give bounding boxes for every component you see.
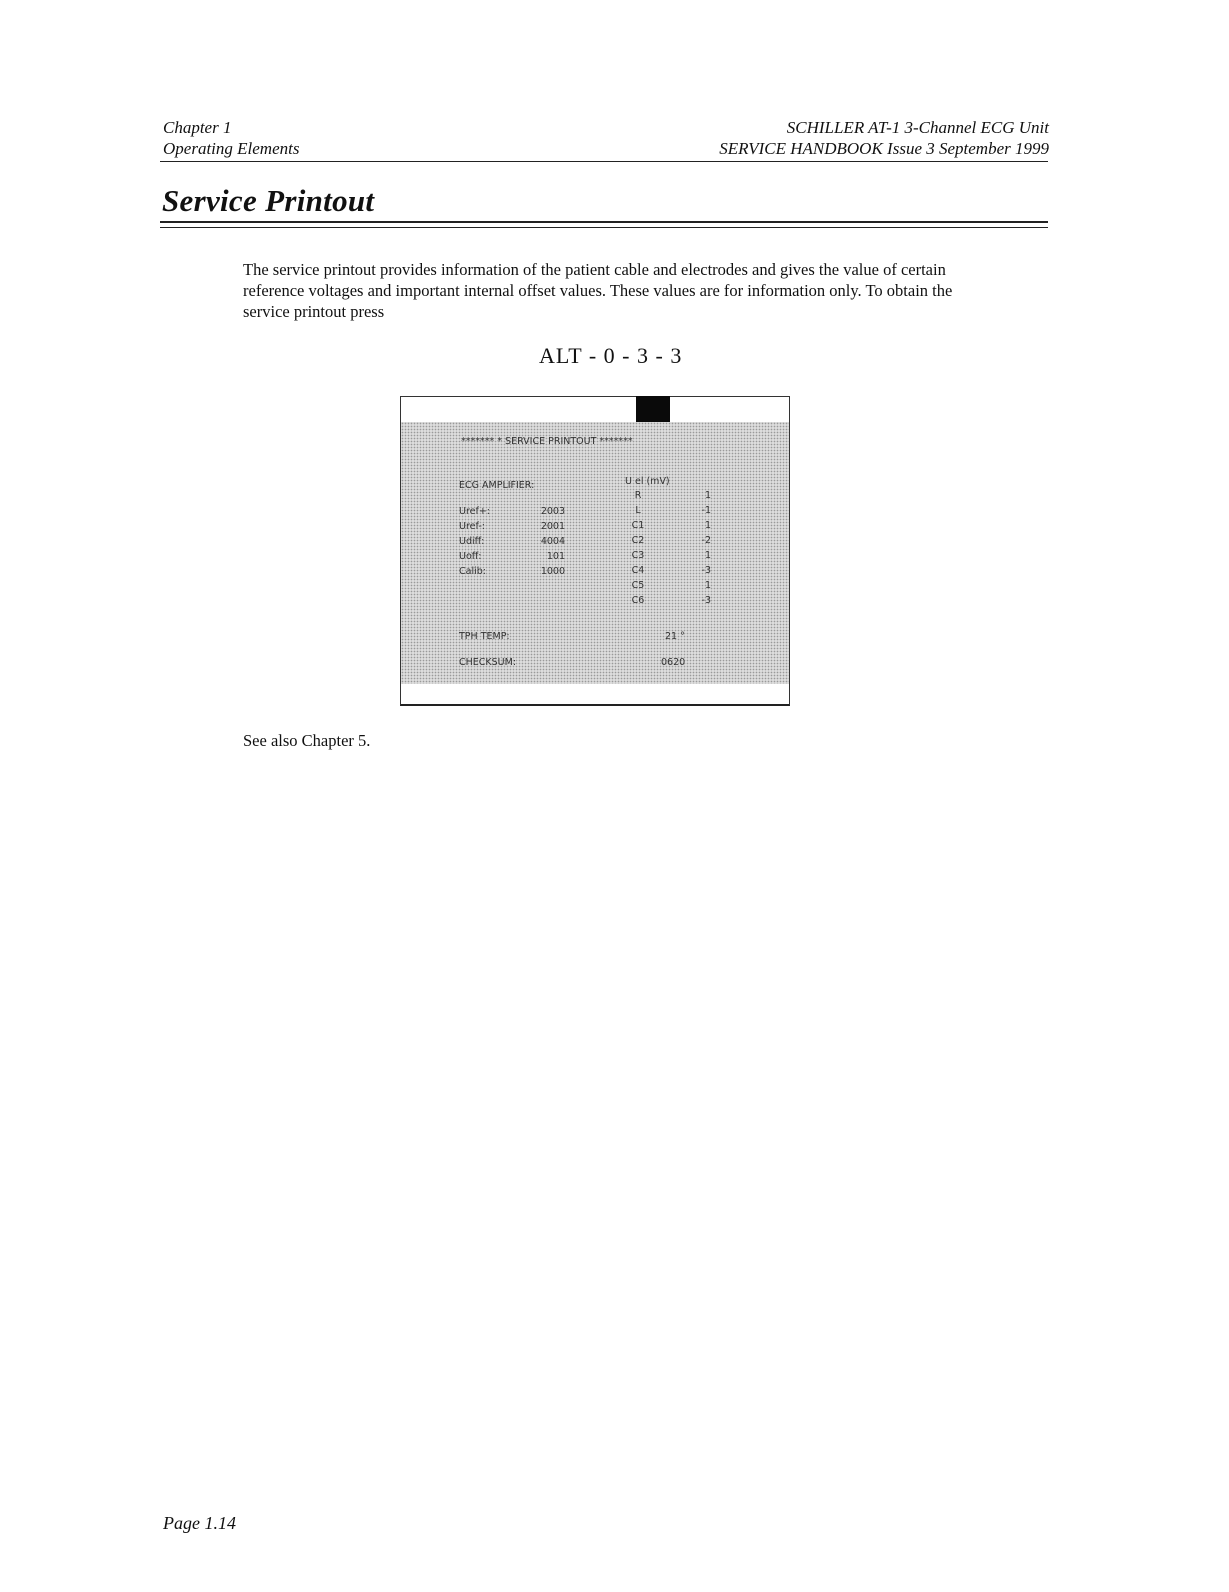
electrode-value: 1: [704, 550, 711, 561]
key-sequence: ALT - 0 - 3 - 3: [539, 343, 683, 368]
title-divider-thin: [160, 227, 1048, 228]
checksum-label: CHECKSUM:: [459, 657, 517, 668]
header-divider: [160, 161, 1048, 162]
electrode-value: 1: [704, 580, 711, 591]
page-header-right: [719, 117, 1049, 159]
electrode-voltage-label: U el (mV): [625, 476, 670, 487]
electrode-label: C5: [631, 580, 645, 591]
reference-voltage-label: Uref-:: [459, 521, 485, 532]
checksum-value: 0620: [661, 657, 686, 668]
page-header-left: [163, 117, 299, 159]
reference-voltage-value: 2003: [540, 506, 565, 517]
reference-voltage-label: Uref+:: [459, 506, 491, 517]
chapter-label: Chapter 1: [163, 118, 232, 137]
electrode-label: L: [635, 505, 641, 516]
printout-bottom-frame: [400, 684, 790, 706]
electrode-label: C1: [631, 520, 645, 531]
handbook-label: SERVICE HANDBOOK Issue 3 September 1999: [719, 139, 1049, 158]
printout-heading: ******* * SERVICE PRINTOUT *******: [461, 436, 633, 447]
electrode-value: -3: [701, 595, 711, 606]
see-also-note: See also Chapter 5.: [243, 731, 371, 750]
electrode-value: -3: [701, 565, 711, 576]
page-number: Page 1.14: [163, 1513, 236, 1533]
reference-voltage-label: Calib:: [459, 566, 486, 577]
reference-voltage-label: Uoff:: [459, 551, 482, 562]
product-label: SCHILLER AT-1 3-Channel ECG Unit: [786, 118, 1049, 137]
electrode-value: 1: [704, 520, 711, 531]
reference-voltage-value: 4004: [540, 536, 565, 547]
intro-paragraph: The service printout provides information of the patient cable and electrodes and gives the value of certain reference voltages and important internal offset values. These values are for information only. To obtain the service printout press: [243, 260, 953, 321]
printout-marker-block: [636, 396, 670, 422]
reference-voltage-value: 101: [546, 551, 565, 562]
electrode-value: 1: [704, 490, 711, 501]
reference-voltage-value: 1000: [540, 566, 565, 577]
printout-top-frame: [400, 396, 790, 422]
title-divider: [160, 221, 1048, 223]
temperature-label: TPH TEMP:: [459, 631, 510, 642]
electrode-label: C3: [631, 550, 645, 561]
printout-screen: [400, 422, 790, 684]
electrode-label: R: [634, 490, 642, 501]
page-title: Service Printout: [162, 183, 375, 218]
electrode-value: -1: [701, 505, 711, 516]
electrode-label: C4: [631, 565, 645, 576]
amplifier-label: ECG AMPLIFIER:: [459, 480, 535, 491]
electrode-value: -2: [701, 535, 711, 546]
reference-voltage-value: 2001: [540, 521, 565, 532]
service-printout-figure: [400, 396, 790, 708]
section-label: Operating Elements: [163, 139, 300, 158]
electrode-label: C2: [631, 535, 645, 546]
temperature-value: 21 °: [665, 631, 685, 642]
reference-voltage-label: Udiff:: [459, 536, 485, 547]
electrode-label: C6: [631, 595, 645, 606]
